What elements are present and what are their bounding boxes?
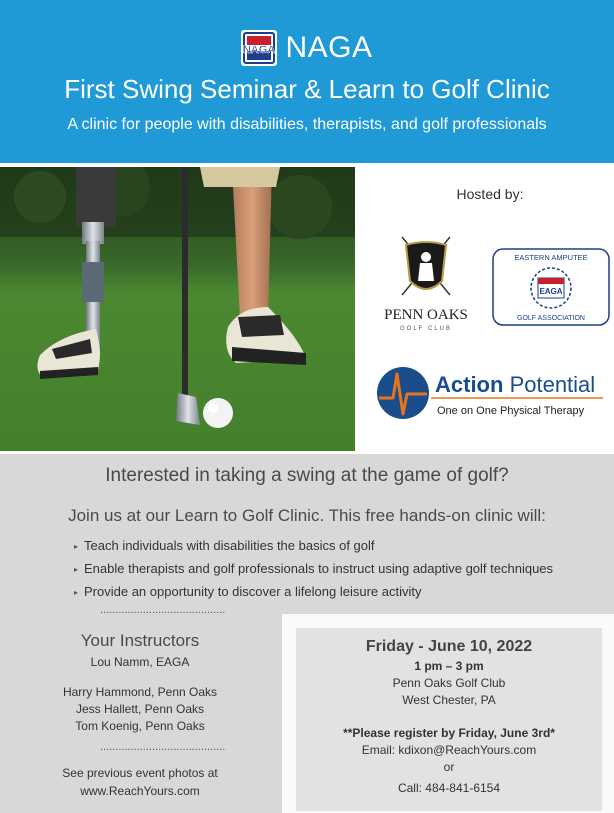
list-item: ▸ Provide an opportunity to discover a lifelong leisure activity	[74, 580, 553, 603]
instructors-title: Your Instructors	[80, 631, 200, 650]
previous-photos-note	[0, 764, 280, 800]
clinic-benefits-list	[74, 534, 553, 603]
bullet-arrow-icon: ▸	[74, 588, 79, 597]
instructors-section	[0, 628, 280, 735]
instructor-lead: Lou Namm, EAGA	[90, 655, 190, 669]
bullet-arrow-icon: ▸	[74, 565, 79, 574]
action-potential-logo	[375, 364, 605, 422]
action-potential-tagline: One on One Physical Therapy	[437, 405, 585, 417]
golfer-photo	[0, 167, 355, 451]
contact-or: or	[443, 760, 455, 774]
intro-question: Interested in taking a swing at the game of golf?	[105, 465, 509, 486]
org-name: NAGA	[285, 31, 373, 64]
photos-note-line: See previous event photos at	[62, 766, 218, 780]
event-city: West Chester, PA	[402, 693, 496, 707]
penn-oaks-name: PENN OAKS	[384, 307, 468, 323]
event-time: 1 pm – 3 pm	[414, 659, 484, 673]
org-logo-row	[0, 29, 614, 67]
list-item: ▸ Teach individuals with disabilities the basics of golf	[74, 534, 553, 557]
action-potential-name-rest: Potential	[503, 372, 596, 397]
eaga-logo	[492, 248, 610, 326]
list-item: ▸ Enable therapists and golf professionals to instruct using adaptive golf techniques	[74, 557, 553, 580]
contact-phone[interactable]: Call: 484-841-6154	[397, 781, 501, 795]
eaga-bottom-text: GOLF ASSOCIATION	[517, 315, 585, 322]
instructor-name: Tom Koenig, Penn Oaks	[75, 719, 205, 733]
intro-join: Join us at our Learn to Golf Clinic. This free hands-on clinic will:	[68, 506, 546, 525]
page-subtitle: A clinic for people with disabilities, therapists, and golf professionals	[67, 116, 547, 133]
event-card	[296, 628, 602, 811]
svg-text:Action Potential	[435, 372, 595, 397]
eaga-letters: EAGA	[539, 287, 563, 296]
eaga-top-text: EASTERN AMPUTEE	[514, 253, 588, 262]
logo-letters: NAGA	[243, 44, 276, 56]
page-title: First Swing Seminar & Learn to Golf Clinic	[64, 74, 550, 104]
dotted-divider: .........................................	[100, 741, 226, 753]
action-potential-name-bold: Action	[435, 372, 504, 397]
event-venue: Penn Oaks Golf Club	[392, 676, 506, 690]
naga-logo-icon	[241, 30, 277, 66]
bullet-arrow-icon: ▸	[74, 542, 79, 551]
hosted-by-label: Hosted by:	[456, 186, 524, 202]
register-deadline: **Please register by Friday, June 3rd*	[343, 726, 555, 740]
website-link[interactable]: www.ReachYours.com	[80, 784, 200, 798]
dotted-divider: .........................................	[100, 604, 226, 616]
event-date: Friday - June 10, 2022	[365, 638, 533, 655]
instructor-name: Harry Hammond, Penn Oaks	[62, 685, 218, 699]
instructor-name: Jess Hallett, Penn Oaks	[75, 702, 205, 716]
penn-oaks-tagline: GOLF CLUB	[399, 326, 453, 332]
contact-email[interactable]: Email: kdixon@ReachYours.com	[361, 743, 537, 757]
penn-oaks-logo	[372, 235, 480, 335]
header-banner	[0, 0, 614, 163]
